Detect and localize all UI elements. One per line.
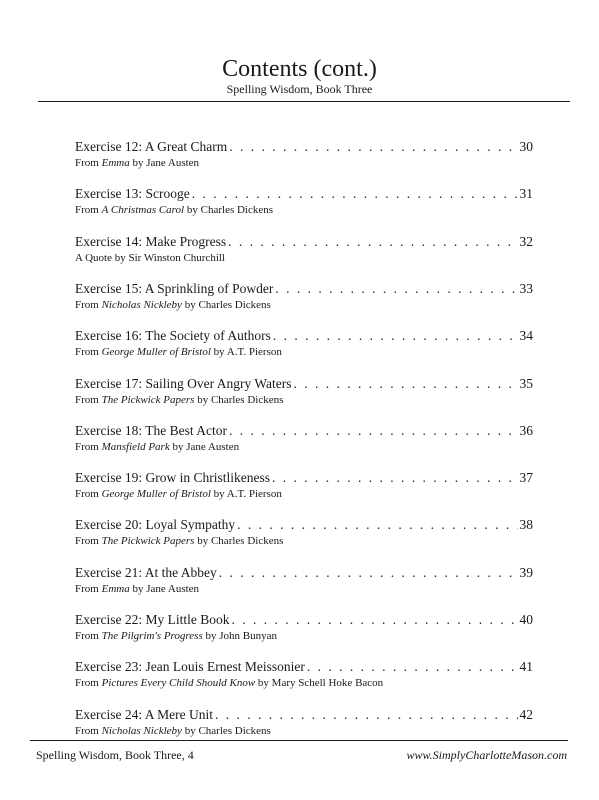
entry-title: Exercise 13: Scrooge xyxy=(75,186,190,202)
leader-dots xyxy=(272,469,518,486)
entry-source-work: George Muller of Bristol xyxy=(101,346,211,359)
entry-source: From A Christmas Carol by Charles Dickens xyxy=(75,204,274,217)
entry-title: Exercise 20: Loyal Sympathy xyxy=(75,517,236,533)
entry-page-number: 31 xyxy=(519,186,533,202)
leader-dots xyxy=(219,564,518,581)
leader-dots xyxy=(273,327,518,344)
contents-entry xyxy=(75,280,533,320)
entry-source: A Quote by Sir Winston Churchill xyxy=(75,251,225,264)
page-subtitle: Spelling Wisdom, Book Three xyxy=(226,82,373,96)
contents-entry xyxy=(75,138,533,178)
entry-title: Exercise 19: Grow in Christlikeness xyxy=(75,470,270,486)
contents-entry xyxy=(75,375,533,415)
entry-source-work: Emma xyxy=(101,157,130,169)
entry-source-work: The Pilgrim's Progress xyxy=(101,630,203,642)
entry-source-work: The Pickwick Papers xyxy=(101,535,195,548)
contents-entry xyxy=(75,611,533,651)
entry-page-number: 33 xyxy=(519,280,533,296)
entry-source-work: A Christmas Carol xyxy=(101,204,185,217)
entry-source: From Nicholas Nickleby by Charles Dickens xyxy=(75,298,271,311)
entry-source-work: Nicholas Nickleby xyxy=(101,298,182,311)
entry-title: Exercise 12: A Great Charm xyxy=(75,139,228,154)
entry-title: Exercise 21: At the Abbey xyxy=(75,564,217,580)
entry-source-work: Nicholas Nickleby xyxy=(101,724,182,737)
footer-divider xyxy=(30,740,568,741)
entry-page-number: 35 xyxy=(519,375,533,391)
entry-page-number: 32 xyxy=(519,233,533,249)
entry-page-number: 40 xyxy=(519,612,533,627)
entry-source: From The Pickwick Papers by Charles Dickens xyxy=(75,393,284,406)
contents-entry xyxy=(75,185,533,225)
entry-title: Exercise 16: The Society of Authors xyxy=(75,328,271,344)
contents-entry xyxy=(75,469,533,509)
entry-title: Exercise 18: The Best Actor xyxy=(75,422,227,438)
contents-entry xyxy=(75,564,533,604)
entry-source: From Pictures Every Child Should Know by Mary Schell Hoke Bacon xyxy=(75,677,384,690)
entry-source-work: Pictures Every Child Should Know xyxy=(101,677,256,690)
page-title: Contents (cont.) xyxy=(222,56,377,82)
entry-source: From The Pickwick Papers by Charles Dickens xyxy=(75,535,284,548)
leader-dots xyxy=(294,375,518,392)
entry-page-number: 39 xyxy=(519,564,533,580)
entry-source-work: George Muller of Bristol xyxy=(101,488,211,501)
contents-entry xyxy=(75,327,533,367)
entry-source-work: The Pickwick Papers xyxy=(101,393,195,406)
entry-source: From Nicholas Nickleby by Charles Dickens xyxy=(75,724,271,737)
entry-page-number: 36 xyxy=(519,422,533,438)
entry-source-work: Emma xyxy=(101,582,130,595)
entry-title: Exercise 15: A Sprinkling of Powder xyxy=(75,280,274,296)
entry-title: Exercise 24: A Mere Unit xyxy=(75,706,213,722)
entry-title: Exercise 23: Jean Louis Ernest Meissonier xyxy=(75,659,305,675)
leader-dots xyxy=(228,233,517,250)
entry-source: From George Muller of Bristol by A.T. Pierson xyxy=(75,488,282,501)
leader-dots xyxy=(275,280,517,297)
entry-title: Exercise 14: Make Progress xyxy=(75,233,227,249)
leader-dots xyxy=(229,422,518,439)
entry-source: From The Pilgrim's Progress by John Bunyan xyxy=(75,630,277,642)
footer-website: www.SimplyCharlotteMason.com xyxy=(406,748,567,762)
entry-source-work: Mansfield Park xyxy=(101,440,170,453)
entry-page-number: 42 xyxy=(519,706,533,722)
contents-entry xyxy=(75,658,533,698)
header-divider xyxy=(38,101,570,102)
footer-book-page: Spelling Wisdom, Book Three, 4 xyxy=(36,748,194,762)
entry-title: Exercise 17: Sailing Over Angry Waters xyxy=(75,375,292,391)
leader-dots xyxy=(192,185,518,202)
entry-page-number: 41 xyxy=(519,659,533,675)
entry-source: From Emma by Jane Austen xyxy=(75,157,200,169)
leader-dots xyxy=(307,658,518,675)
contents-entry xyxy=(75,422,533,462)
entry-page-number: 37 xyxy=(519,470,533,486)
entry-source: From Emma by Jane Austen xyxy=(75,582,200,595)
leader-dots xyxy=(237,516,517,533)
entry-source: From George Muller of Bristol by A.T. Pierson xyxy=(75,346,282,359)
contents-entry xyxy=(75,516,533,556)
entry-title: Exercise 22: My Little Book xyxy=(75,612,230,627)
leader-dots xyxy=(229,138,517,155)
entry-page-number: 30 xyxy=(519,139,533,154)
leader-dots xyxy=(231,611,517,628)
entry-page-number: 34 xyxy=(519,328,533,344)
contents-entry xyxy=(75,233,533,273)
entry-page-number: 38 xyxy=(519,517,533,533)
entry-source: From Mansfield Park by Jane Austen xyxy=(75,440,240,453)
leader-dots xyxy=(215,706,518,723)
